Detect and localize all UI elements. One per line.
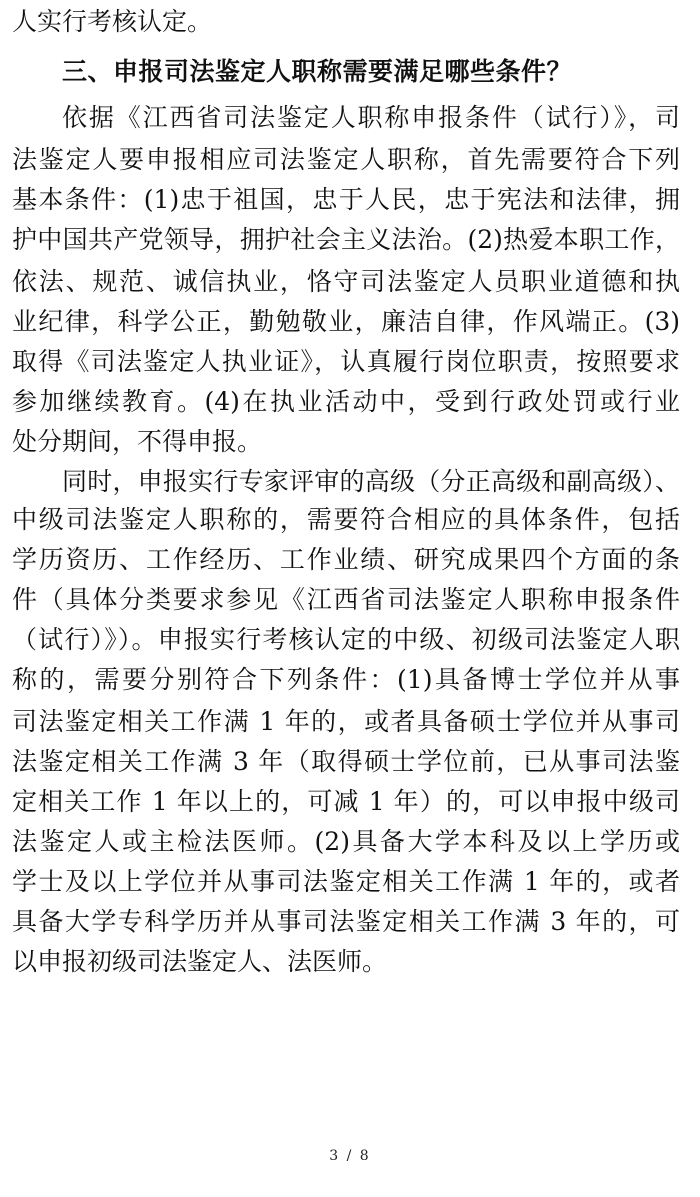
text-line: 业纪律，科学公正，勤勉敬业，廉洁自律，作风端正。(3): [12, 307, 680, 336]
text-line: 件（具体分类要求参见《江西省司法鉴定人职称申报条件: [12, 585, 680, 614]
text-line: 司法鉴定相关工作满 1 年的，或者具备硕士学位并从事司: [12, 707, 680, 736]
text-line: 法鉴定人要申报相应司法鉴定人职称，首先需要符合下列: [12, 145, 680, 174]
text-line: 同时，申报实行专家评审的高级（分正高级和副高级）、: [62, 467, 680, 496]
page-number: 3 / 8: [329, 1148, 371, 1164]
text-line: 学历资历、工作经历、工作业绩、研究成果四个方面的条: [12, 545, 680, 574]
text-line: 定相关工作 1 年以上的，可减 1 年）的，可以申报中级司: [12, 787, 680, 816]
text-line: 人实行考核认定。: [12, 7, 213, 36]
text-line: 中级司法鉴定人职称的，需要符合相应的具体条件，包括: [12, 505, 680, 534]
text-line: （试行）》）。申报实行考核认定的中级、初级司法鉴定人职: [12, 625, 680, 654]
text-line: 依据《江西省司法鉴定人职称申报条件（试行）》，司: [62, 103, 680, 132]
text-line: 以申报初级司法鉴定人、法医师。: [12, 947, 388, 976]
text-line: 法鉴定相关工作满 3 年（取得硕士学位前，已从事司法鉴: [12, 747, 680, 776]
text-line: 学士及以上学位并从事司法鉴定相关工作满 1 年的，或者: [12, 867, 680, 896]
text-line: 护中国共产党领导，拥护社会主义法治。(2)热爱本职工作，: [12, 225, 680, 254]
text-line: 参加继续教育。(4)在执业活动中，受到行政处罚或行业: [12, 387, 680, 416]
text-line: 处分期间，不得申报。: [12, 427, 263, 456]
text-line: 取得《司法鉴定人执业证》，认真履行岗位职责，按照要求: [12, 347, 680, 376]
text-line: 具备大学专科学历并从事司法鉴定相关工作满 3 年的，可: [12, 907, 680, 936]
text-line: 法鉴定人或主检法医师。(2)具备大学本科及以上学历或: [12, 827, 680, 856]
text-line: 称的，需要分别符合下列条件：(1)具备博士学位并从事: [12, 665, 680, 694]
section-heading: 三、申报司法鉴定人职称需要满足哪些条件？: [62, 57, 573, 86]
text-line: 基本条件：(1)忠于祖国，忠于人民，忠于宪法和法律，拥: [12, 185, 680, 214]
text-line: 依法、规范、诚信执业，恪守司法鉴定人员职业道德和执: [12, 267, 680, 296]
